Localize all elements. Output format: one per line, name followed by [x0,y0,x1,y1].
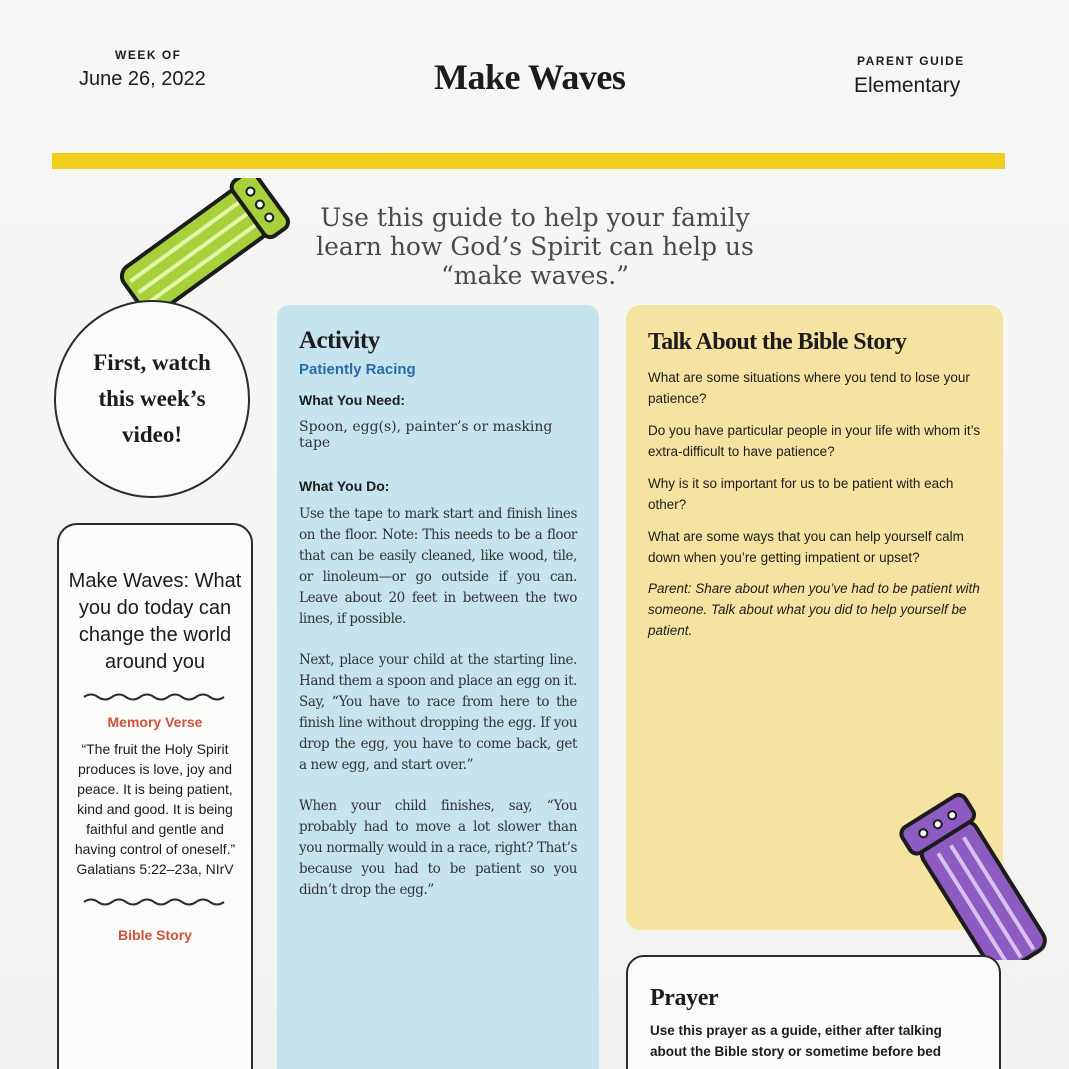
activity-subtitle: Patiently Racing [299,361,416,378]
activity-paragraph: When your child finishes, say, “You probably had to move a lot slower than you normally would in a race, right? That’s because you had to be patient so you didn’t drop the egg.” [299,798,577,898]
memory-verse-card [57,523,253,1069]
discussion-question: What are some situations where you tend to lose your patience? [648,370,970,406]
guide-level: Elementary [854,74,961,97]
discussion-question: Do you have particular people in your life with whom it’s extra-difficult to have patience? [648,423,981,459]
prayer-text: Use this prayer as a guide, either after talking about the Bible story or sometime before bed [650,1023,942,1059]
green-pool-float-icon [100,178,300,318]
talk-heading: Talk About the Bible Story [648,329,907,355]
week-of-label: WEEK OF [115,48,182,62]
watch-video-text: First, watch this week’s video! [93,350,211,447]
what-you-do-heading: What You Do: [299,478,390,494]
theme-text: Make Waves: What you do today can change the world around you [68,570,242,673]
memory-verse-text: “The fruit the Holy Spirit produces is love, joy and peace. It is being patient, kind and good. It is being faithful and gentle and having control of oneself.” Galatians 5:22–23a, NIrV [74,741,236,877]
wavy-divider-icon [82,692,228,702]
what-you-need-heading: What You Need: [299,392,406,408]
watch-video-callout [54,300,250,498]
parent-note: Parent: Share about when you’ve had to be patient with someone. Talk about what you did to help yourself be patient. [648,581,980,638]
intro-text: Use this guide to help your family learn how God’s Spirit can help us “make waves.” [316,203,754,290]
prayer-section [626,955,1001,1069]
what-you-need-text: Spoon, egg(s), painter’s or masking tape [299,419,553,451]
purple-pool-float-icon [895,790,1069,960]
discussion-question: Why is it so important for us to be patient with each other? [648,476,954,512]
parent-guide-label: PARENT GUIDE [857,54,965,68]
bible-story-heading: Bible Story [118,927,192,943]
memory-verse-heading: Memory Verse [107,714,203,730]
header-divider-bar [52,153,1005,169]
page-title: Make Waves [434,57,626,97]
discussion-question: What are some ways that you can help yourself calm down when you’re getting impatient or upset? [648,529,964,565]
activity-heading: Activity [299,327,380,354]
activity-section [277,305,599,1069]
week-date: June 26, 2022 [79,68,206,90]
prayer-heading: Prayer [650,985,719,1011]
activity-paragraph: Use the tape to mark start and finish lines on the floor. Note: This needs to be a floor that can be easily cleaned, like wood, tile, or linoleum—or go outside if you can. Leave about 20 feet in between the two lines, if possible. [299,506,577,627]
activity-paragraph: Next, place your child at the starting line. Hand them a spoon and place an egg on it. Say, “You have to race from here to the finish line without dropping the egg. If you drop the egg, you have to come back, get a new egg, and start over.” [299,652,577,773]
wavy-divider-icon [82,897,228,907]
